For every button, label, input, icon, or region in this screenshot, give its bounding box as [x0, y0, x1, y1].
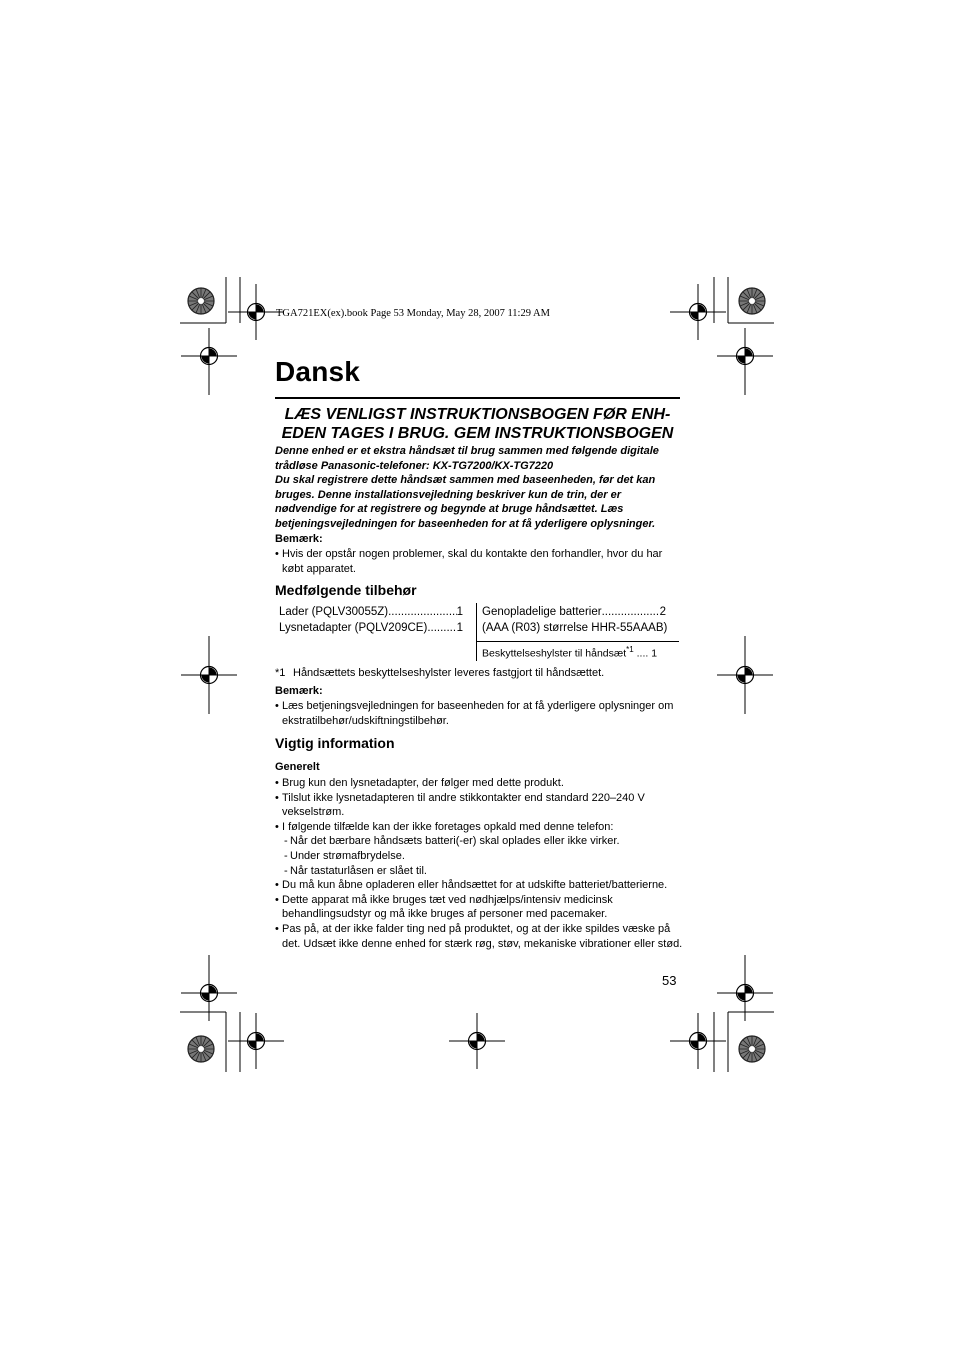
list-item: • Tilslut ikke lysnetadapteren til andre stikkontakter end standard 220–240 V vekselstrøm. — [275, 791, 645, 819]
note-list — [275, 699, 685, 728]
register-cross — [670, 284, 726, 340]
register-cross — [228, 1013, 284, 1069]
list-item: • Brug kun den lysnetadapter, der følger med dette produkt. — [275, 777, 564, 789]
main-heading-line: EDEN TAGES I BRUG. GEM INSTRUKTIONSBOGEN — [281, 425, 674, 442]
title-rule — [275, 397, 680, 399]
important-heading: Vigtig information — [275, 735, 395, 751]
important-list — [275, 776, 685, 951]
footnote-ref: *1 — [626, 645, 634, 654]
list-item: • Hvis der opstår nogen problemer, skal du kontakte den forhandler, hvor du har købt apparatet. — [275, 548, 663, 575]
general-subheading: Generelt — [275, 761, 320, 773]
list-item: • Du må kun åbne opladeren eller håndsættet for at udskifte batteriet/batterierne. — [275, 879, 668, 892]
note-label: Bemærk: — [275, 685, 323, 697]
intro-text — [275, 444, 685, 532]
accessory-row: Lader (PQLV30055Z) ..... 1 — [279, 605, 463, 621]
list-item: • Læs betjeningsvejledningen for baseenheden for at få yderligere oplysninger om ekstratilbehør/udskiftningstilbehør. — [275, 700, 674, 727]
color-mark-top-left — [188, 288, 214, 314]
accessory-row: Genopladelige batterier ..... 2 — [482, 605, 666, 621]
book-header-line: TGA721EX(ex).book Page 53 Monday, May 28, 2007 11:29 AM — [276, 308, 550, 319]
list-item: • I følgende tilfælde kan der ikke foretages opkald med denne telefon: — [275, 820, 614, 833]
list-item: • Dette apparat må ikke bruges tæt ved nødhjælps/intensiv medicinsk behandlingsudstyr og må ikke bruges af personer med pacemaker. — [275, 893, 613, 921]
sub-list-item: - Når det bærbare håndsæts batteri(-er) skal oplades eller ikke virker. — [284, 835, 620, 848]
accessories-heading: Medfølgende tilbehør — [275, 582, 417, 598]
register-cross — [449, 1013, 505, 1069]
accessories-divider — [476, 603, 477, 661]
language-title: Dansk — [275, 356, 361, 387]
accessory-detail: (AAA (R03) størrelse HHR-55AAAB) — [482, 621, 668, 634]
register-cross — [670, 1013, 726, 1069]
page-number: 53 — [662, 973, 677, 988]
list-item: • Pas på, at der ikke falder ting ned på produktet, og at der ikke spildes væske på det. Udsæt ikke denne enhed for stærk røg, støv, mekaniske vibrationer eller stød. — [275, 922, 683, 950]
accessory-guard-row: Beskyttelseshylster til håndsæt$^{*1}$ .... 1 — [482, 645, 658, 660]
accessories-left-column — [279, 605, 463, 636]
footnote: *1 Håndsættets beskyttelseshylster leveres fastgjort til håndsættet. — [275, 667, 605, 679]
accessory-row: Lysnetadapter (PQLV209CE) ..... 1 — [279, 621, 463, 637]
color-mark-top-right — [739, 288, 765, 314]
intro-paragraph: Du skal registrere dette håndsæt sammen med baseenheden, før det kan bruges. Denne installationsvejledning beskriver kun de trin, der er nødvendige for at registrere og begynde at bruge håndsættet. Læs betjeningsvejledningen for baseenheden for at få yderligere oplysninger. — [275, 474, 656, 530]
intro-paragraph: Denne enhed er et ekstra håndsæt til brug sammen med følgende digitale trådløse Panasonic-telefoner: KX-TG7200/KX-TG7220 — [275, 445, 659, 472]
note-label: Bemærk: — [275, 533, 323, 545]
sub-list-item: - Når tastaturlåsen er slået til. — [284, 864, 427, 877]
color-mark-bottom-left — [188, 1036, 214, 1062]
note-list — [275, 547, 685, 576]
sub-list-item: - Under strømafbrydelse. — [284, 849, 405, 862]
main-heading — [275, 405, 680, 443]
accessories-rule — [477, 641, 679, 642]
color-mark-bottom-right — [739, 1036, 765, 1062]
main-heading-line: LÆS VENLIGST INSTRUKTIONSBOGEN FØR ENH- — [284, 406, 671, 423]
accessories-right-column — [482, 605, 666, 636]
